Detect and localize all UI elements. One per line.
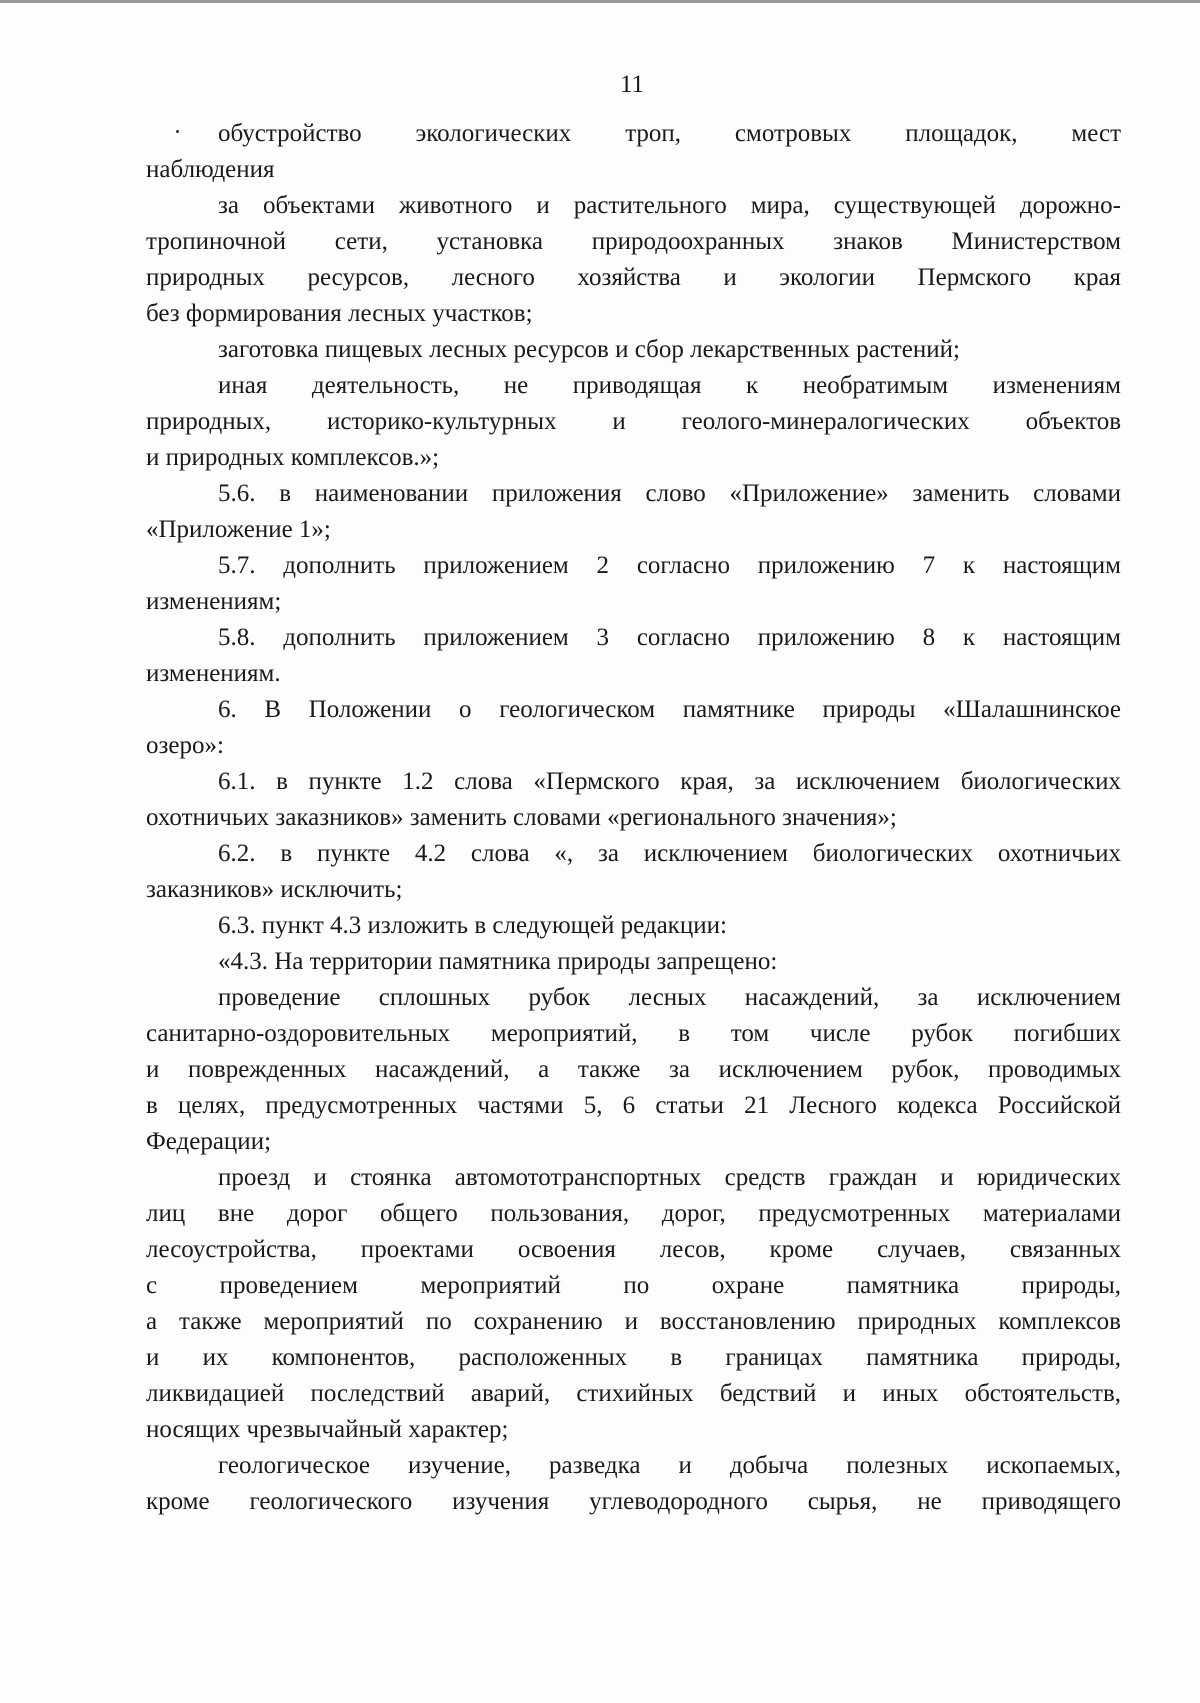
- page-number: 11: [619, 71, 645, 98]
- text-line: лиц вне дорог общего пользования, дорог, предусмотренных материалами: [146, 1200, 1121, 1227]
- text-line: ликвидацией последствий аварий, стихийных бедствий и иных обстоятельств,: [146, 1380, 1121, 1407]
- text-line: 6.3. пункт 4.3 изложить в следующей редакции:: [218, 912, 727, 939]
- text-line: охотничьих заказников» заменить словами «регионального значения»;: [146, 804, 897, 831]
- text-line: проезд и стоянка автомототранспортных средств граждан и юридических: [218, 1164, 1121, 1191]
- text-line: лесоустройства, проектами освоения лесов, кроме случаев, связанных: [146, 1236, 1121, 1263]
- text-line: в целях, предусмотренных частями 5, 6 статьи 21 Лесного кодекса Российской: [146, 1092, 1121, 1119]
- text-line: природных ресурсов, лесного хозяйства и экологии Пермского края: [146, 264, 1121, 291]
- text-line: иная деятельность, не приводящая к необратимым изменениям: [218, 372, 1121, 399]
- text-line: за объектами животного и растительного мира, существующей дорожно-: [218, 192, 1121, 219]
- scan-top-edge: [0, 0, 1200, 3]
- text-line: и поврежденных насаждений, а также за исключением рубок, проводимых: [146, 1056, 1121, 1083]
- text-line: и природных комплексов.»;: [146, 444, 440, 471]
- text-line: 5.6. в наименовании приложения слово «Приложение» заменить словами: [218, 480, 1121, 507]
- text-line: 5.7. дополнить приложением 2 согласно приложению 7 к настоящим: [218, 552, 1121, 579]
- text-line: озеро»:: [146, 732, 224, 759]
- text-line: а также мероприятий по сохранению и восстановлению природных комплексов: [146, 1308, 1121, 1335]
- text-line: с проведением мероприятий по охране памятника природы,: [146, 1272, 1121, 1299]
- text-line: обустройство экологических троп, смотровых площадок, мест: [218, 120, 1121, 147]
- text-line: «4.3. На территории памятника природы запрещено:: [218, 948, 778, 975]
- text-line: Федерации;: [146, 1128, 272, 1155]
- text-line: заказников» исключить;: [146, 876, 403, 903]
- text-line: и их компонентов, расположенных в границах памятника природы,: [146, 1344, 1121, 1371]
- text-line: «Приложение 1»;: [146, 516, 331, 543]
- text-line: носящих чрезвычайный характер;: [146, 1416, 509, 1443]
- text-line: 6.1. в пункте 1.2 слова «Пермского края, за исключением биологических: [218, 768, 1121, 795]
- text-line: тропиночной сети, установка природоохранных знаков Министерством: [146, 228, 1121, 255]
- text-line: природных, историко-культурных и геолого-минералогических объектов: [146, 408, 1121, 435]
- text-line: 5.8. дополнить приложением 3 согласно приложению 8 к настоящим: [218, 624, 1121, 651]
- text-line: 6.2. в пункте 4.2 слова «, за исключением биологических охотничьих: [218, 840, 1121, 867]
- text-line: проведение сплошных рубок лесных насаждений, за исключением: [218, 984, 1121, 1011]
- text-line: санитарно-оздоровительных мероприятий, в том числе рубок погибших: [146, 1020, 1121, 1047]
- document-body: [146, 116, 1121, 1520]
- text-line: геологическое изучение, разведка и добыча полезных ископаемых,: [218, 1452, 1121, 1479]
- text-line: без формирования лесных участков;: [146, 300, 533, 327]
- text-line: изменениям;: [146, 588, 282, 615]
- text-line: кроме геологического изучения углеводородного сырья, не приводящего: [146, 1488, 1121, 1515]
- text-line: 6. В Положении о геологическом памятнике природы «Шалашнинское: [218, 696, 1121, 723]
- text-line: заготовка пищевых лесных ресурсов и сбор лекарственных растений;: [218, 336, 960, 363]
- text-line: изменениям.: [146, 660, 281, 687]
- text-line: наблюдения: [146, 156, 275, 183]
